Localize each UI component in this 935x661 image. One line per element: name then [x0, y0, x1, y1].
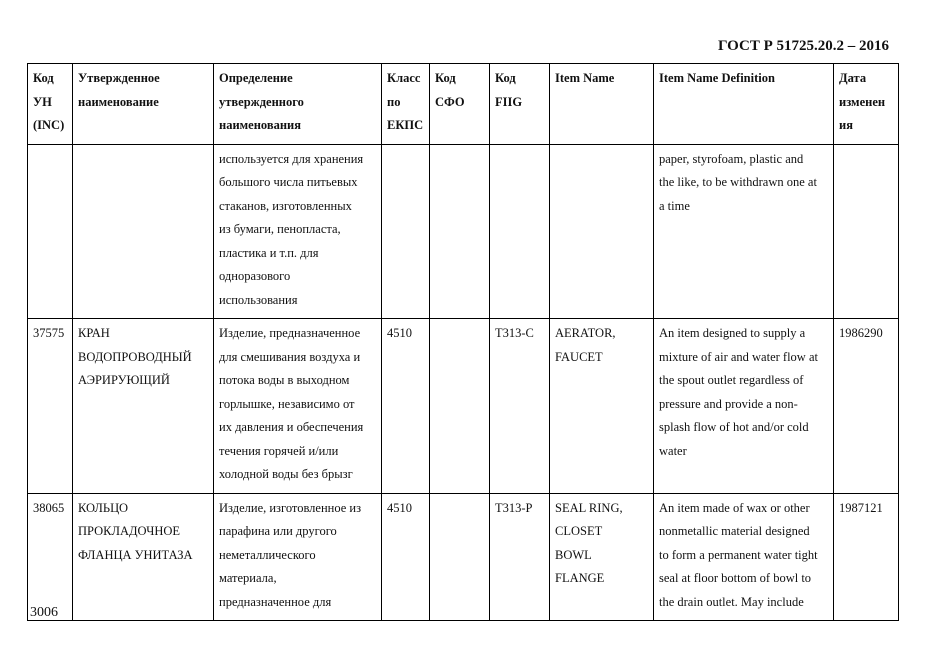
cell-class [382, 144, 430, 319]
cell-inc: 38065 [28, 493, 73, 621]
cell-item-definition: An item designed to supply a mixture of air and water flow at the spout outlet regardless of pressure and provide a non- splash flow of hot and/or cold water [654, 319, 834, 494]
cell-item-name [550, 144, 654, 319]
cell-class: 4510 [382, 493, 430, 621]
header-change-date: Дата изменен ия [834, 64, 899, 145]
cell-name: КРАН ВОДОПРОВОДНЫЙ АЭРИРУЮЩИЙ [73, 319, 214, 494]
cell-inc: 37575 [28, 319, 73, 494]
cell-definition: Изделие, изготовленное из парафина или другого неметаллического материала, предназначенное для [214, 493, 382, 621]
cell-item-definition: paper, styrofoam, plastic and the like, to be withdrawn one at a time [654, 144, 834, 319]
cell-sfo [430, 319, 490, 494]
page-number: 3006 [30, 605, 58, 620]
cell-item-name: SEAL RING, CLOSET BOWL FLANGE [550, 493, 654, 621]
header-item-name-definition: Item Name Definition [654, 64, 834, 145]
header-sfo: Код СФО [430, 64, 490, 145]
cell-inc [28, 144, 73, 319]
header-fiig: Код FIIG [490, 64, 550, 145]
cell-item-name: AERATOR, FAUCET [550, 319, 654, 494]
cell-date: 1987121 [834, 493, 899, 621]
cell-definition: Изделие, предназначенное для смешивания воздуха и потока воды в выходном горлышке, независимо от их давления и обеспечения течения горячей и/или холодной воды без брызг [214, 319, 382, 494]
table-row [28, 493, 899, 621]
table-row [28, 144, 899, 319]
cell-item-definition: An item made of wax or other nonmetallic material designed to form a permanent water tight seal at floor bottom of bowl to the drain outlet. May include [654, 493, 834, 621]
header-approved-name: Утвержденное наименование [73, 64, 214, 145]
cell-name [73, 144, 214, 319]
cell-class: 4510 [382, 319, 430, 494]
cell-fiig: T313-C [490, 319, 550, 494]
cell-definition: используется для хранения большого числа питьевых стаканов, изготовленных из бумаги, пенопласта, пластика и т.п. для одноразового использования [214, 144, 382, 319]
header-class: Класс по ЕКПС [382, 64, 430, 145]
header-definition: Определение утвержденного наименования [214, 64, 382, 145]
table-header-row [28, 64, 899, 145]
table-row [28, 319, 899, 494]
cell-fiig [490, 144, 550, 319]
header-inc: Код УН (INC) [28, 64, 73, 145]
catalog-table [27, 63, 899, 621]
cell-fiig: T313-P [490, 493, 550, 621]
cell-sfo [430, 493, 490, 621]
cell-date: 1986290 [834, 319, 899, 494]
cell-date [834, 144, 899, 319]
document-header: ГОСТ Р 51725.20.2 – 2016 [717, 38, 889, 54]
cell-name: КОЛЬЦО ПРОКЛАДОЧНОЕ ФЛАНЦА УНИТАЗА [73, 493, 214, 621]
cell-sfo [430, 144, 490, 319]
header-item-name: Item Name [550, 64, 654, 145]
